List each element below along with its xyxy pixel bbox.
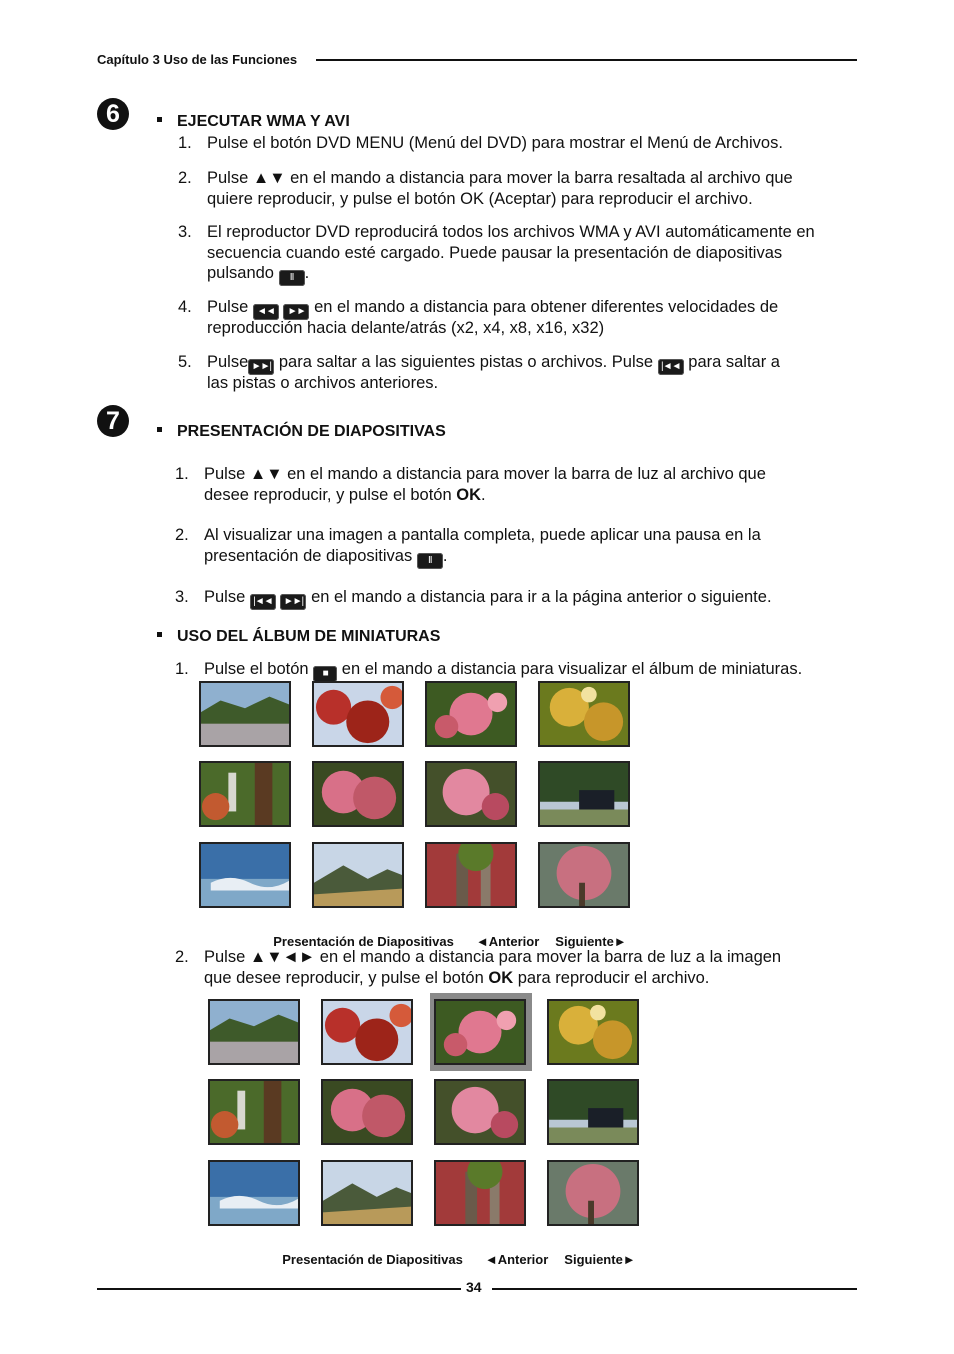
fast-forward-key-icon: ►► (283, 304, 309, 320)
item-text: desee reproducir, y pulse el botón (204, 485, 457, 504)
caption-next: Siguiente► (555, 934, 627, 949)
item-text: para saltar a las siguientes pistas o archivos. Pulse (278, 353, 654, 371)
thumbnail-image[interactable] (321, 1160, 413, 1226)
next-track-key-icon: ►►| (248, 359, 274, 375)
item-number: 4. (178, 298, 192, 316)
item-text-bold: OK (456, 485, 481, 504)
list-item (178, 352, 868, 394)
caption-prev: ◄Anterior (475, 934, 540, 949)
thumbnail-image[interactable] (425, 842, 517, 908)
item-text: Pulse el botón DVD MENU (Menú del DVD) para mostrar el Menú de Archivos. (207, 134, 783, 152)
bullet-icon (157, 117, 162, 122)
thumbnail-image[interactable] (199, 842, 291, 908)
prev-page-key-icon: |◄◄ (250, 594, 276, 610)
item-text: Pulse ▲▼◄► en el mando a distancia para mover la barra de luz a la imagen (204, 948, 782, 966)
thumbnail-caption-1 (266, 919, 627, 949)
item-number: 1. (178, 134, 192, 152)
caption-next: Siguiente► (564, 1252, 636, 1267)
thumbnail-image[interactable] (208, 999, 300, 1065)
header-rule (316, 59, 857, 61)
section-title-thumbnail-album (157, 628, 440, 646)
section-title-text: PRESENTACIÓN DE DIAPOSITIVAS (177, 423, 446, 440)
thumbnail-image[interactable] (321, 999, 413, 1065)
list-item (175, 525, 855, 567)
item-number: 3. (178, 223, 192, 241)
list-item (175, 587, 855, 609)
item-text: . (481, 485, 486, 504)
item-text: Pulse (207, 298, 249, 316)
list-item (178, 168, 858, 210)
thumbnail-image[interactable] (434, 999, 526, 1065)
thumbnail-image[interactable] (434, 1160, 526, 1226)
item-text-bold: OK (488, 968, 514, 987)
item-number: 3. (175, 588, 189, 606)
section-title-wma-avi (157, 113, 350, 131)
item-text: que desee reproducir, y pulse el botón (204, 968, 489, 987)
thumbnail-image[interactable] (312, 681, 404, 747)
item-text: Pulse (207, 353, 249, 371)
item-text: para saltar a (688, 353, 780, 371)
rewind-key-icon: ◄◄ (253, 304, 279, 320)
list-item (178, 133, 858, 155)
item-number: 5. (178, 353, 192, 371)
item-text: . (304, 264, 310, 282)
item-number: 2. (175, 526, 189, 544)
item-text: Pulse (204, 588, 246, 606)
item-text: las pistas o archivos anteriores. (207, 373, 439, 392)
item-number: 2. (175, 948, 189, 966)
item-number: 2. (178, 169, 192, 187)
caption-slideshow: Presentación de Diapositivas (282, 1252, 463, 1267)
item-text: secuencia cuando esté cargado. Puede pausar la presentación de diapositivas (207, 243, 783, 262)
thumbnail-image[interactable] (199, 681, 291, 747)
thumbnail-image[interactable] (312, 842, 404, 908)
item-text: presentación de diapositivas (204, 546, 413, 565)
stop-key-icon: ■ (313, 666, 337, 682)
list-item (178, 222, 858, 286)
item-text: Pulse ▲▼ en el mando a distancia para mover la barra resaltada al archivo que (207, 169, 793, 187)
thumbnail-image[interactable] (434, 1079, 526, 1145)
item-text: en el mando a distancia para obtener diferentes velocidades de (314, 298, 779, 316)
item-text: en el mando a distancia para visualizar el álbum de miniaturas. (341, 660, 803, 678)
item-text: reproducción hacia delante/atrás (x2, x4, x8, x16, x32) (207, 318, 605, 337)
list-item (175, 464, 855, 506)
thumbnail-image[interactable] (538, 761, 630, 827)
list-item (175, 659, 855, 681)
thumbnail-image[interactable] (547, 999, 639, 1065)
pause-key-icon: II (279, 270, 305, 286)
thumbnail-image[interactable] (208, 1160, 300, 1226)
caption-prev: ◄Anterior (484, 1252, 549, 1267)
thumbnail-caption-2 (275, 1237, 636, 1267)
footer-rule-right (492, 1288, 857, 1290)
section-title-text: USO DEL ÁLBUM DE MINIATURAS (177, 628, 441, 645)
section-title-slideshow (157, 423, 446, 441)
item-text: Al visualizar una imagen a pantalla completa, puede aplicar una pausa en la (204, 526, 761, 544)
item-text: pulsando (207, 264, 274, 282)
thumbnail-image[interactable] (199, 761, 291, 827)
thumbnail-image[interactable] (208, 1079, 300, 1145)
thumbnail-image[interactable] (547, 1079, 639, 1145)
next-page-key-icon: ►►| (280, 594, 306, 610)
item-text: para reproducir el archivo. (513, 968, 710, 987)
bullet-icon (157, 632, 162, 637)
thumbnail-image[interactable] (538, 842, 630, 908)
step-badge-6: 6 (97, 98, 129, 130)
list-item (178, 297, 858, 339)
thumbnail-image[interactable] (312, 761, 404, 827)
item-text: en el mando a distancia para ir a la página anterior o siguiente. (311, 588, 772, 606)
bullet-icon (157, 427, 162, 432)
thumbnail-image[interactable] (538, 681, 630, 747)
item-text: Pulse el botón (204, 660, 309, 678)
pause-key-icon: II (417, 553, 443, 569)
list-item (175, 947, 855, 989)
page-number: 34 (466, 1279, 482, 1295)
item-text: . (442, 546, 448, 565)
item-number: 1. (175, 660, 189, 678)
step-badge-7: 7 (97, 405, 129, 437)
thumbnail-image[interactable] (425, 761, 517, 827)
prev-track-key-icon: |◄◄ (658, 359, 684, 375)
thumbnail-image[interactable] (547, 1160, 639, 1226)
item-text: quiere reproducir, y pulse el botón OK (Aceptar) para reproducir el archivo. (207, 189, 753, 208)
thumbnail-image[interactable] (321, 1079, 413, 1145)
section-title-text: EJECUTAR WMA Y AVI (177, 113, 350, 130)
item-text: El reproductor DVD reproducirá todos los archivos WMA y AVI automáticamente en (207, 223, 815, 241)
thumbnail-image[interactable] (425, 681, 517, 747)
caption-slideshow: Presentación de Diapositivas (273, 934, 454, 949)
item-text: Pulse ▲▼ en el mando a distancia para mover la barra de luz al archivo que (204, 465, 766, 483)
footer-rule-left (97, 1288, 461, 1290)
item-number: 1. (175, 465, 189, 483)
chapter-header: Capítulo 3 Uso de las Funciones (97, 52, 298, 67)
